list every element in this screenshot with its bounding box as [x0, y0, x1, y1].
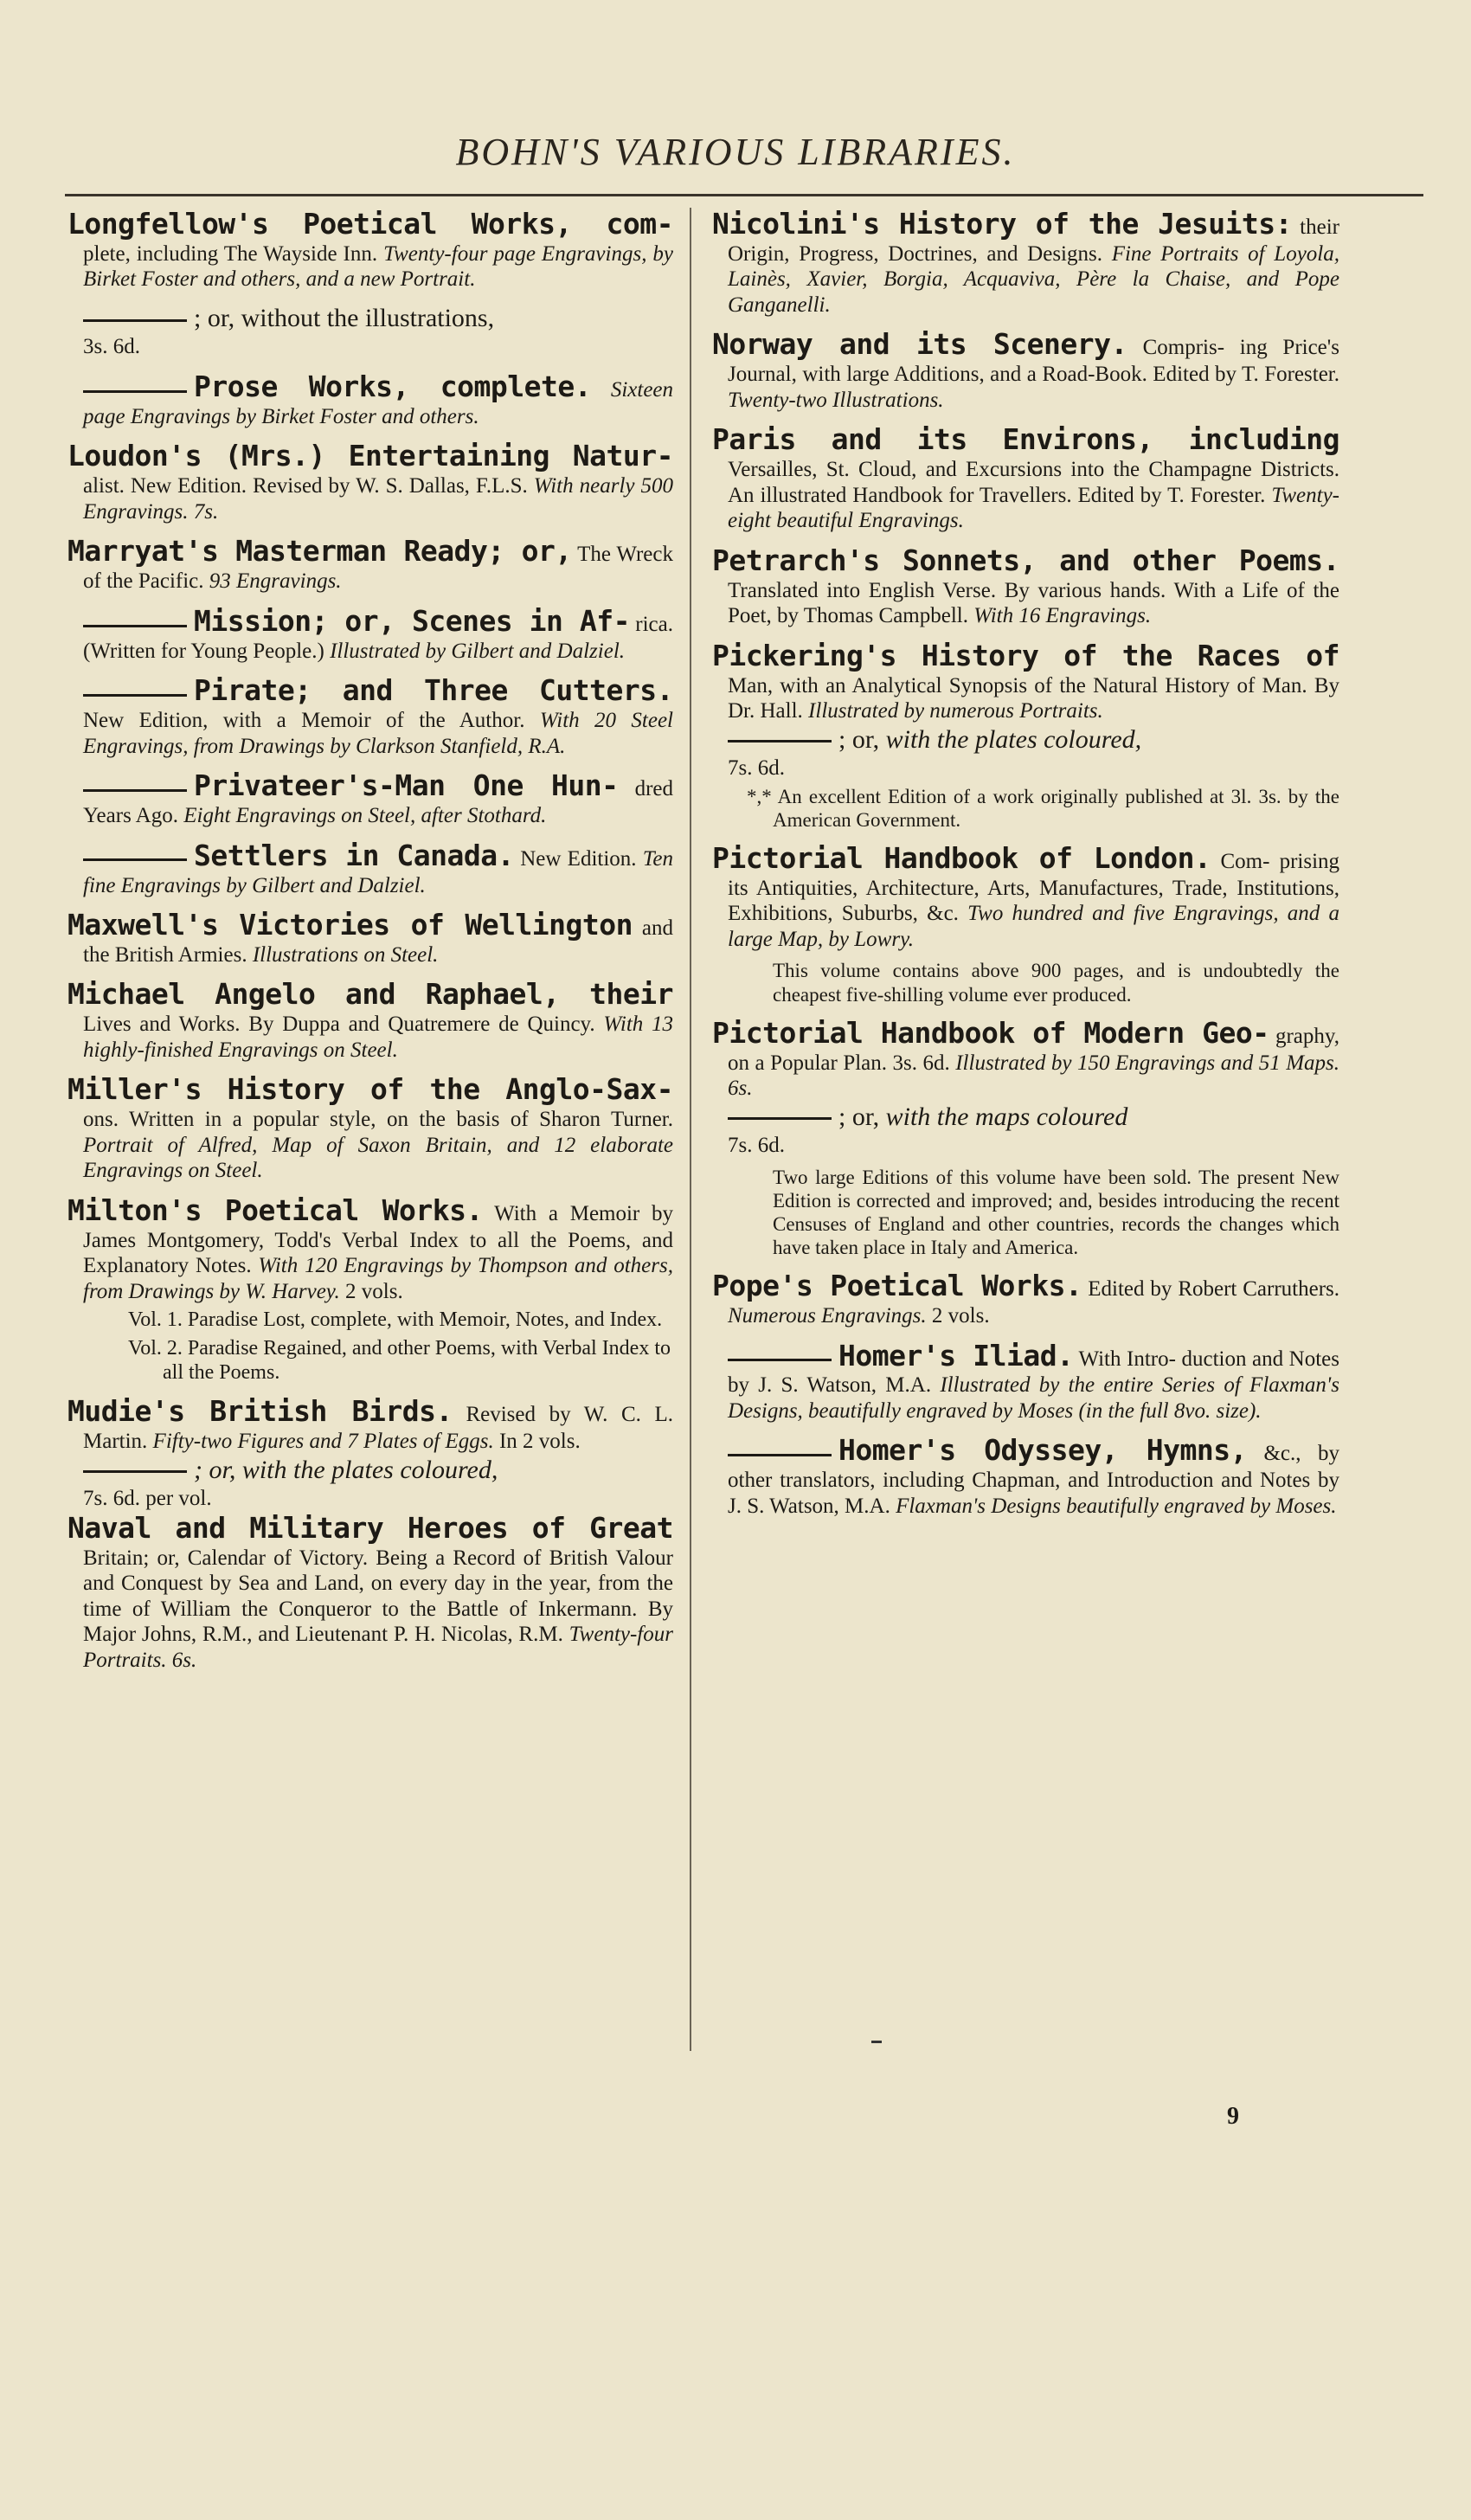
- entry-illustrations: Fifty-two Figures and 7 Plates of Eggs.: [152, 1430, 494, 1454]
- entry-loudon: [67, 440, 673, 524]
- alt-text: ; or, with the plates coloured,: [194, 1455, 498, 1484]
- alt-text: ; or,: [838, 724, 886, 754]
- ditto-dash: [83, 390, 187, 393]
- entry-title: Paris and its Environs, including: [712, 422, 1339, 457]
- entry-homer-odyssey: [712, 1434, 1339, 1519]
- entry-body: prising its Antiquities, Architecture, Arts, Manufactures, Trade, Institutions, Exhibitions, Suburbs, &c.: [728, 849, 1340, 926]
- entry-illustrations: Illustrations on Steel.: [252, 942, 439, 967]
- alt-text: ; or,: [838, 1102, 886, 1131]
- page-header: BOHN'S VARIOUS LIBRARIES.: [455, 131, 1016, 173]
- entry-illustrations: Illustrated by Gilbert and Dalziel.: [330, 639, 626, 663]
- alt-edition: [712, 724, 1339, 755]
- entry-illustrations: Ten fine Engravings by Gilbert and Dalziel.: [83, 846, 673, 897]
- entry-body: New Edition, with a Memoir of the Author.: [83, 709, 525, 733]
- entry-title: Pope's Poetical Works.: [712, 1269, 1082, 1303]
- entry-title-rest: Revised by: [452, 1403, 571, 1427]
- entry-title: Marryat's Masterman Ready; or,: [67, 534, 572, 569]
- entry-title: Norway and its Scenery.: [712, 327, 1127, 362]
- entry-title: Maxwell's Victories of Wellington: [67, 908, 633, 942]
- ditto-dash: [83, 858, 187, 861]
- entry-title: Petrarch's Sonnets, and other Poems.: [712, 543, 1339, 577]
- entry-illustrations: Illustrated by 150 Engravings and 51 Maps. 6s.: [728, 1051, 1339, 1101]
- entry-nicolini: [712, 208, 1339, 318]
- entry-illustrations: Numerous Engravings.: [728, 1304, 927, 1328]
- entry-title: Prose Works, complete.: [194, 369, 592, 403]
- entry-petrarch: [712, 544, 1339, 629]
- entry-title: Longfellow's Poetical Works,: [67, 207, 572, 241]
- entry-mission: [67, 605, 673, 664]
- entry-body: ing Price's Journal, with large Additions, and a Road-Book. Edited by T. Forester.: [728, 336, 1340, 387]
- ditto-dash: [83, 789, 187, 792]
- entry-illustrations: With nearly 500 Engravings. 7s.: [83, 474, 673, 524]
- entry-body: plete, including The Wayside Inn.: [83, 241, 378, 266]
- entry-vols: 2 vols.: [345, 1279, 403, 1303]
- entry-milton: [67, 1194, 673, 1304]
- entry-illustrations: With 16 Engravings.: [973, 604, 1152, 628]
- entry-title: Settlers in Canada.: [194, 838, 514, 872]
- entry-illustrations: Illustrated by numerous Portraits.: [808, 699, 1103, 723]
- entry-illustrations: Portrait of Alfred, Map of Saxon Britain, and 12 elaborate Engravings on Steel.: [83, 1133, 673, 1183]
- entry-title-rest: com-: [571, 207, 673, 241]
- ditto-dash: [728, 1117, 832, 1120]
- alt-edition: [712, 1102, 1339, 1133]
- entry-prose-works: [67, 370, 673, 429]
- entry-pictorial-london: [712, 842, 1339, 952]
- column-divider: [690, 208, 691, 2051]
- entry-illustrations: With 20 Steel Engravings, from Drawings by Clarkson Stanfield, R.A.: [83, 709, 673, 758]
- entry-illustrations: Flaxman's Designs beautifully engraved by Moses.: [896, 1494, 1337, 1518]
- entry-illustrations: Twenty-four Portraits. 6s.: [83, 1623, 673, 1672]
- entry-title: Pirate; and Three Cutters.: [194, 673, 673, 708]
- entry-title: Michael Angelo and Raphael, their: [67, 977, 673, 1012]
- entry-title: Nicolini's History of the Jesuits:: [712, 207, 1293, 241]
- entry-body: and the British Armies.: [83, 916, 673, 967]
- alt-text: ; or, without the illustrations,: [194, 303, 495, 332]
- entry-title-rest: Edited by: [1082, 1277, 1172, 1302]
- entry-title: Homer's Iliad.: [838, 1338, 1074, 1372]
- entry-body: Edition.: [567, 846, 637, 871]
- entry-title: Miller's History of the Anglo-Sax-: [67, 1072, 673, 1107]
- entry-mudie: [67, 1395, 673, 1454]
- entry-title: Loudon's (Mrs.) Entertaining Natur-: [67, 439, 673, 473]
- entry-title: Pickering's History of the Races of: [712, 638, 1339, 672]
- alt-edition: [67, 303, 673, 334]
- entry-maxwell: [67, 909, 673, 968]
- entry-homer-iliad: [712, 1340, 1339, 1424]
- alt-text-italic: with the maps coloured: [885, 1102, 1128, 1131]
- entry-title: Mission; or, Scenes in Af-: [194, 603, 630, 638]
- entry-miller: [67, 1073, 673, 1183]
- entry-title-rest: Com-: [1211, 849, 1270, 873]
- entry-illustrations: Twenty-two Illustrations.: [728, 388, 944, 412]
- entry-title: Mudie's British Birds.: [67, 1394, 453, 1429]
- end-mark: [871, 2041, 882, 2043]
- entry-illustrations: 93 Engravings.: [209, 569, 342, 594]
- ditto-dash: [728, 740, 832, 742]
- ditto-dash: [728, 1454, 832, 1456]
- milton-vol-2: Vol. 2. Paradise Regained, and other Poems, with Verbal Index to all the Poems.: [128, 1336, 671, 1384]
- entry-body: Man, with an Analytical Synopsis of the Natural History of Man. By Dr. Hall.: [728, 673, 1339, 723]
- entry-illustrations: With 120 Engravings by Thompson and others, from Drawings by W. Harvey.: [83, 1254, 673, 1303]
- entry-body: The Wreck of the Pacific.: [83, 543, 673, 594]
- price: 3s. 6d.: [83, 334, 140, 358]
- entry-michael-angelo: [67, 978, 673, 1063]
- left-column: [67, 208, 673, 1683]
- entry-longfellow: [67, 208, 673, 292]
- entry-vols: 2 vols.: [931, 1304, 990, 1328]
- entry-pirate: [67, 674, 673, 759]
- price: 7s. 6d. per vol.: [83, 1486, 212, 1510]
- entry-settlers: [67, 839, 673, 898]
- entry-body: duction and Notes by J. S. Watson, M.A.: [728, 1347, 1339, 1398]
- entry-body: &c., by other translators, including Chapman, and Introduction and Notes by J. S. Watson, M.A.: [728, 1442, 1339, 1518]
- entry-body: graphy, on a Popular Plan. 3s. 6d.: [728, 1024, 1339, 1075]
- entry-body: alist. New Edition. Revised by W. S. Dallas, F.L.S.: [83, 474, 528, 498]
- entry-body: dred Years Ago.: [83, 777, 674, 828]
- entry-norway: [712, 328, 1339, 413]
- header-rule: [65, 194, 1423, 196]
- entry-title-rest: Compris-: [1127, 336, 1225, 360]
- entry-title: Naval and Military Heroes of Great: [67, 1510, 673, 1545]
- entry-illustrations: Twenty-eight beautiful Engravings.: [728, 483, 1339, 533]
- entry-illustrations: Twenty-four page Engravings, by Birket Foster and others, and a new Portrait.: [83, 241, 674, 292]
- entry-marryat: [67, 535, 673, 594]
- alt-text-italic: with the plates coloured,: [885, 724, 1142, 754]
- entry-body: W. C. L. Martin.: [83, 1403, 674, 1454]
- entry-body: Robert Carruthers.: [1178, 1277, 1340, 1302]
- entry-title: Privateer's-Man One Hun-: [194, 768, 619, 803]
- entry-title-rest: New: [513, 846, 562, 871]
- ditto-dash: [83, 319, 187, 322]
- entry-body: Translated into English Verse. By various hands. With a Life of the Poet, by Thomas Campbell.: [728, 578, 1339, 628]
- entry-title-rest: With a: [482, 1201, 558, 1225]
- entry-body: their Origin, Progress, Doctrines, and Designs.: [728, 215, 1339, 266]
- entry-body: Lives and Works. By Duppa and Quatremere de Quincy.: [83, 1012, 595, 1037]
- entry-illustrations: With 13 highly-finished Engravings on Steel.: [83, 1012, 673, 1062]
- ditto-dash: [83, 694, 187, 697]
- entry-body: Memoir by James Montgomery, Todd's Verbal Index to all the Poems, and Explanatory Notes.: [83, 1201, 674, 1278]
- entry-illustrations: Illustrated by the entire Series of Flaxman's Designs, beautifully engraved by Moses (in the full 8vo. size).: [728, 1373, 1339, 1423]
- entry-illustrations: Two hundred and five Engravings, and a large Map, by Lowry.: [728, 902, 1339, 951]
- ditto-dash: [728, 1359, 832, 1361]
- price: 7s. 6d.: [728, 755, 785, 780]
- ditto-dash: [83, 1470, 187, 1473]
- entry-privateer: [67, 769, 673, 828]
- ditto-dash: [83, 625, 187, 627]
- entry-illustrations: Fine Portraits of Loyola, Lainès, Xavier, Borgia, Acquaviva, Père la Chaise, and Pope Ganganelli.: [728, 241, 1340, 317]
- entry-pickering: [712, 640, 1339, 724]
- entry-title: Pictorial Handbook of Modern Geo-: [712, 1015, 1269, 1050]
- entry-pope: [712, 1270, 1339, 1328]
- entry-title: Homer's Odyssey, Hymns,: [838, 1433, 1247, 1468]
- editorial-note: *,* An excellent Edition of a work originally published at 3l. 3s. by the American Government.: [747, 785, 1339, 831]
- page-number: 9: [1227, 2103, 1239, 2130]
- entry-vols: In 2 vols.: [498, 1430, 581, 1454]
- entry-paris: [712, 423, 1339, 533]
- entry-naval: [67, 1512, 673, 1673]
- entry-body: Versailles, St. Cloud, and Excursions into the Champagne Districts. An illustrated Handbook for Travellers. Edited by T. Forester.: [728, 458, 1339, 507]
- editorial-note: This volume contains above 900 pages, and is undoubtedly the cheapest five-shilling volume ever produced.: [773, 960, 1339, 1006]
- entry-pictorial-geography: [712, 1017, 1339, 1102]
- entry-illustrations: Sixteen page Engravings by Birket Foster and others.: [83, 377, 674, 428]
- entry-title-rest: With Intro-: [1073, 1347, 1176, 1371]
- entry-title: Pictorial Handbook of London.: [712, 840, 1211, 875]
- entry-body: Britain; or, Calendar of Victory. Being a Record of British Valour and Conquest by Sea and Land, on every day in the year, from the time of William the Conqueror to the Battle of Inkermann. By Major Johns, R.M., and Lieutenant P. H. Nicolas, R.M.: [83, 1546, 673, 1647]
- entry-body: rica. (Written for Young People.): [83, 612, 673, 663]
- entry-illustrations: Eight Engravings on Steel, after Stothard.: [183, 804, 547, 828]
- entry-body: ons. Written in a popular style, on the basis of Sharon Turner.: [83, 1108, 673, 1132]
- milton-vol-1: Vol. 1. Paradise Lost, complete, with Memoir, Notes, and Index.: [128, 1308, 663, 1332]
- price: 7s. 6d.: [728, 1133, 785, 1157]
- right-column: [712, 208, 1339, 1529]
- editorial-note: Two large Editions of this volume have been sold. The present New Edition is corrected and improved; and, besides introducing the recent Censuses of England and other countries, records the changes which have taken place in Italy and America.: [773, 1166, 1339, 1258]
- alt-edition: [67, 1455, 673, 1486]
- entry-title: Milton's Poetical Works.: [67, 1192, 483, 1227]
